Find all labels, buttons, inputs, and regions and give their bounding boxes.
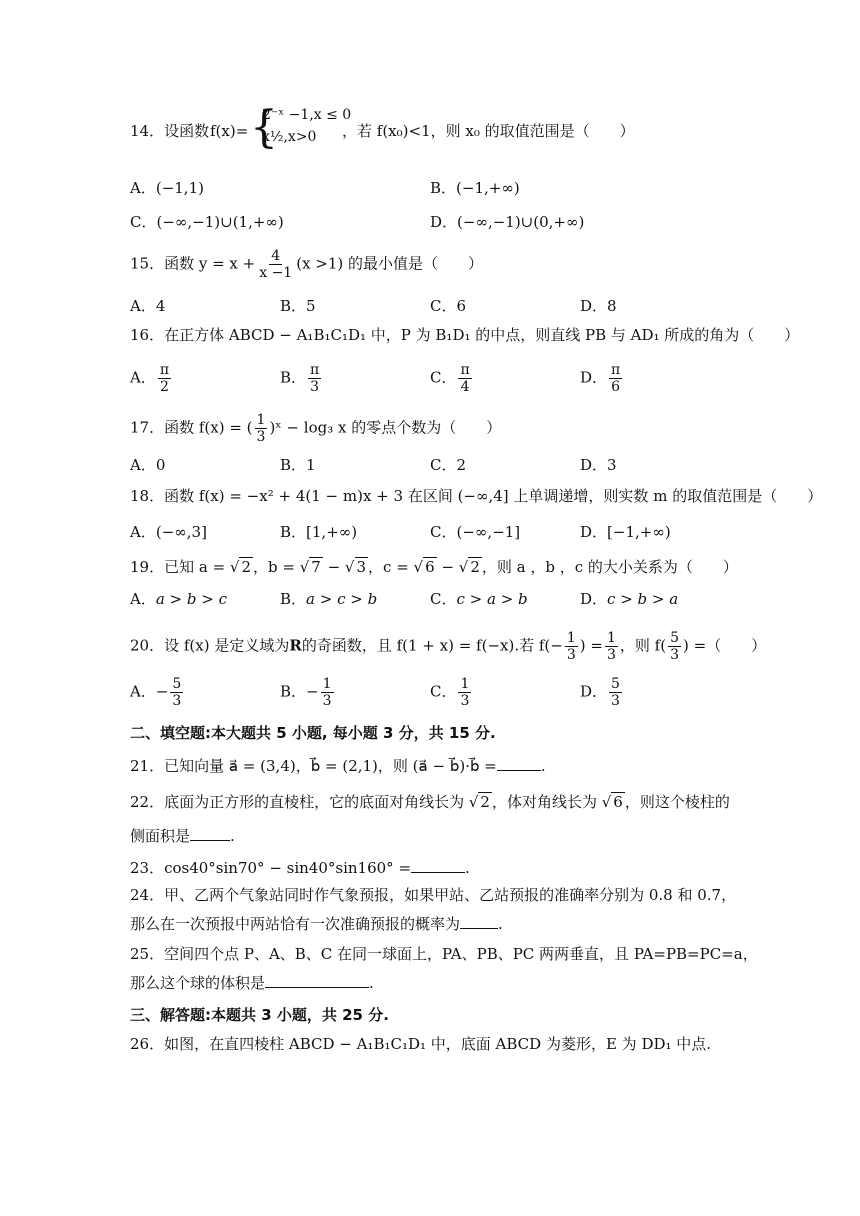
- q17-text: 17．函数 f(x) = ( $\frac{1}{3}$ )ˣ − log₃ x 的零点个数为（ ）: [130, 412, 502, 445]
- q18-options: [130, 522, 750, 554]
- q14-options-row1: [130, 178, 750, 210]
- q21-text: 21．已知向量 a⃗ = (3,4)，b⃗ = (2,1)，则 (a⃗ − b⃗)·b⃗ = .: [130, 757, 546, 775]
- q20-text: 20．设 f(x) 是定义域为R的奇函数，且 f(1 + x) = f(−x).若 f(− $\frac{1}{3}$ ) = $\frac{1}{3}$ ，则 f( $\frac{5}{3}$ ) =（ ）: [130, 630, 767, 663]
- q25-answer-blank[interactable]: [265, 973, 369, 988]
- q17-fraction: $\frac{1}{3}$: [256, 412, 266, 445]
- q25-line1: 25．空间四个点 P、A、B、C 在同一球面上，PA、PB、PC 两两垂直，且 PA=PB=PC=a，: [130, 945, 758, 963]
- q19-option-c: C．c > a > b: [430, 590, 528, 608]
- q20-option-a: A．− $\frac{5}{3}$: [130, 676, 182, 709]
- q14-cases: [262, 104, 351, 148]
- q17-option-a: A．0: [130, 456, 166, 474]
- q18-text: 18．函数 f(x) = −x² + 4(1 − m)x + 3 在区间 (−∞,4] 上单调递增，则实数 m 的取值范围是（ ）: [130, 487, 823, 505]
- q17-option-d: D．3: [580, 456, 617, 474]
- q14-prefix: 14．设函数: [130, 122, 210, 140]
- q14-case-2: x½,x>0: [262, 129, 317, 145]
- section-fill-in-title: 二、填空题:本大题共 5 小题, 每小题 3 分，共 15 分.: [130, 724, 496, 742]
- q14-brace: {: [250, 102, 278, 153]
- q19-option-b: B．a > c > b: [280, 590, 378, 608]
- q21-answer-blank[interactable]: [497, 756, 541, 771]
- q16-option-d: D． $\frac{\pi}{6}$: [580, 362, 621, 395]
- section-solution-title: 三、解答题:本题共 3 小题，共 25 分.: [130, 1006, 389, 1024]
- q14-option-c: C．(−∞,−1)∪(1,+∞): [130, 213, 284, 231]
- q16-option-c: C． $\frac{\pi}{4}$: [430, 362, 470, 395]
- q22-line2: 侧面积是 .: [130, 827, 235, 845]
- q17-options: [130, 455, 750, 487]
- q18-option-a: A．(−∞,3]: [130, 523, 207, 541]
- q19-options: [130, 589, 750, 621]
- q15-fraction: $\frac{4}{x -1}$: [259, 248, 293, 281]
- q23-text: 23．cos40°sin70° − sin40°sin160° = .: [130, 859, 470, 877]
- q18-option-d: D．[−1,+∞): [580, 523, 671, 541]
- q15-option-c: C．6: [430, 297, 467, 315]
- q16-option-b: B． $\frac{\pi}{3}$: [280, 362, 320, 395]
- q24-answer-blank[interactable]: [460, 914, 498, 929]
- q15-option-b: B．5: [280, 297, 316, 315]
- q20-option-b: B．− $\frac{1}{3}$: [280, 676, 332, 709]
- q18-option-b: B．[1,+∞): [280, 523, 358, 541]
- q14-fx: f(x)=: [210, 122, 249, 140]
- q19-option-a: A．a > b > c: [130, 590, 227, 608]
- q18-option-c: C．(−∞,−1]: [430, 523, 521, 541]
- q16-options: [130, 358, 750, 395]
- q15-option-a: A．4: [130, 297, 166, 315]
- q16-option-a: A． $\frac{\pi}{2}$: [130, 362, 170, 395]
- q20-option-d: D． $\frac{5}{3}$: [580, 676, 620, 709]
- q24-line1: 24．甲、乙两个气象站同时作气象预报，如果甲站、乙站预报的准确率分别为 0.8 和 0.7，: [130, 886, 737, 904]
- q17-option-b: B．1: [280, 456, 316, 474]
- q15-text: 15．函数 y = x + $\frac{4}{x -1}$ (x >1) 的最小值是（ ）: [130, 248, 484, 281]
- q19-option-d: D．c > b > a: [580, 590, 679, 608]
- q17-option-c: C．2: [430, 456, 467, 474]
- q16-text: 16．在正方体 ABCD − A₁B₁C₁D₁ 中，P 为 B₁D₁ 的中点，则直线 PB 与 AD₁ 所成的角为（ ）: [130, 326, 800, 344]
- q24-line2: 那么在一次预报中两站恰有一次准确预报的概率为 .: [130, 915, 503, 933]
- q14-suffix: ，若 f(x₀)<1，则 x₀ 的取值范围是（ ）: [342, 122, 635, 140]
- q25-line2: 那么这个球的体积是 .: [130, 974, 374, 992]
- q26-text: 26．如图，在直四棱柱 ABCD − A₁B₁C₁D₁ 中，底面 ABCD 为菱形，E 为 DD₁ 中点.: [130, 1035, 712, 1053]
- q14-option-b: B．(−1,+∞): [430, 179, 520, 197]
- q22-answer-blank[interactable]: [190, 826, 230, 841]
- q14-case-1: 2⁻ˣ −1,x ≤ 0: [262, 107, 352, 123]
- q20-options: [130, 676, 750, 708]
- q15-options: [130, 296, 750, 328]
- q22-line1: 22．底面为正方形的直棱柱，它的底面对角线长为 √ 2 ，体对角线长为 √ 6 ，则这个棱柱的: [130, 793, 730, 811]
- q23-answer-blank[interactable]: [411, 858, 465, 873]
- q14-options-row2: [130, 212, 750, 244]
- q14-option-d: D．(−∞,−1)∪(0,+∞): [430, 213, 585, 231]
- q19-text: 19．已知 a = √ 2 ，b = √ 7 − √ 3 ，c = √ 6 − √ 2 ，则 a ，b ，c 的大小关系为（ ）: [130, 558, 738, 576]
- q15-option-d: D．8: [580, 297, 617, 315]
- q20-option-c: C． $\frac{1}{3}$: [430, 676, 470, 709]
- q14-option-a: A．(−1,1): [130, 179, 204, 197]
